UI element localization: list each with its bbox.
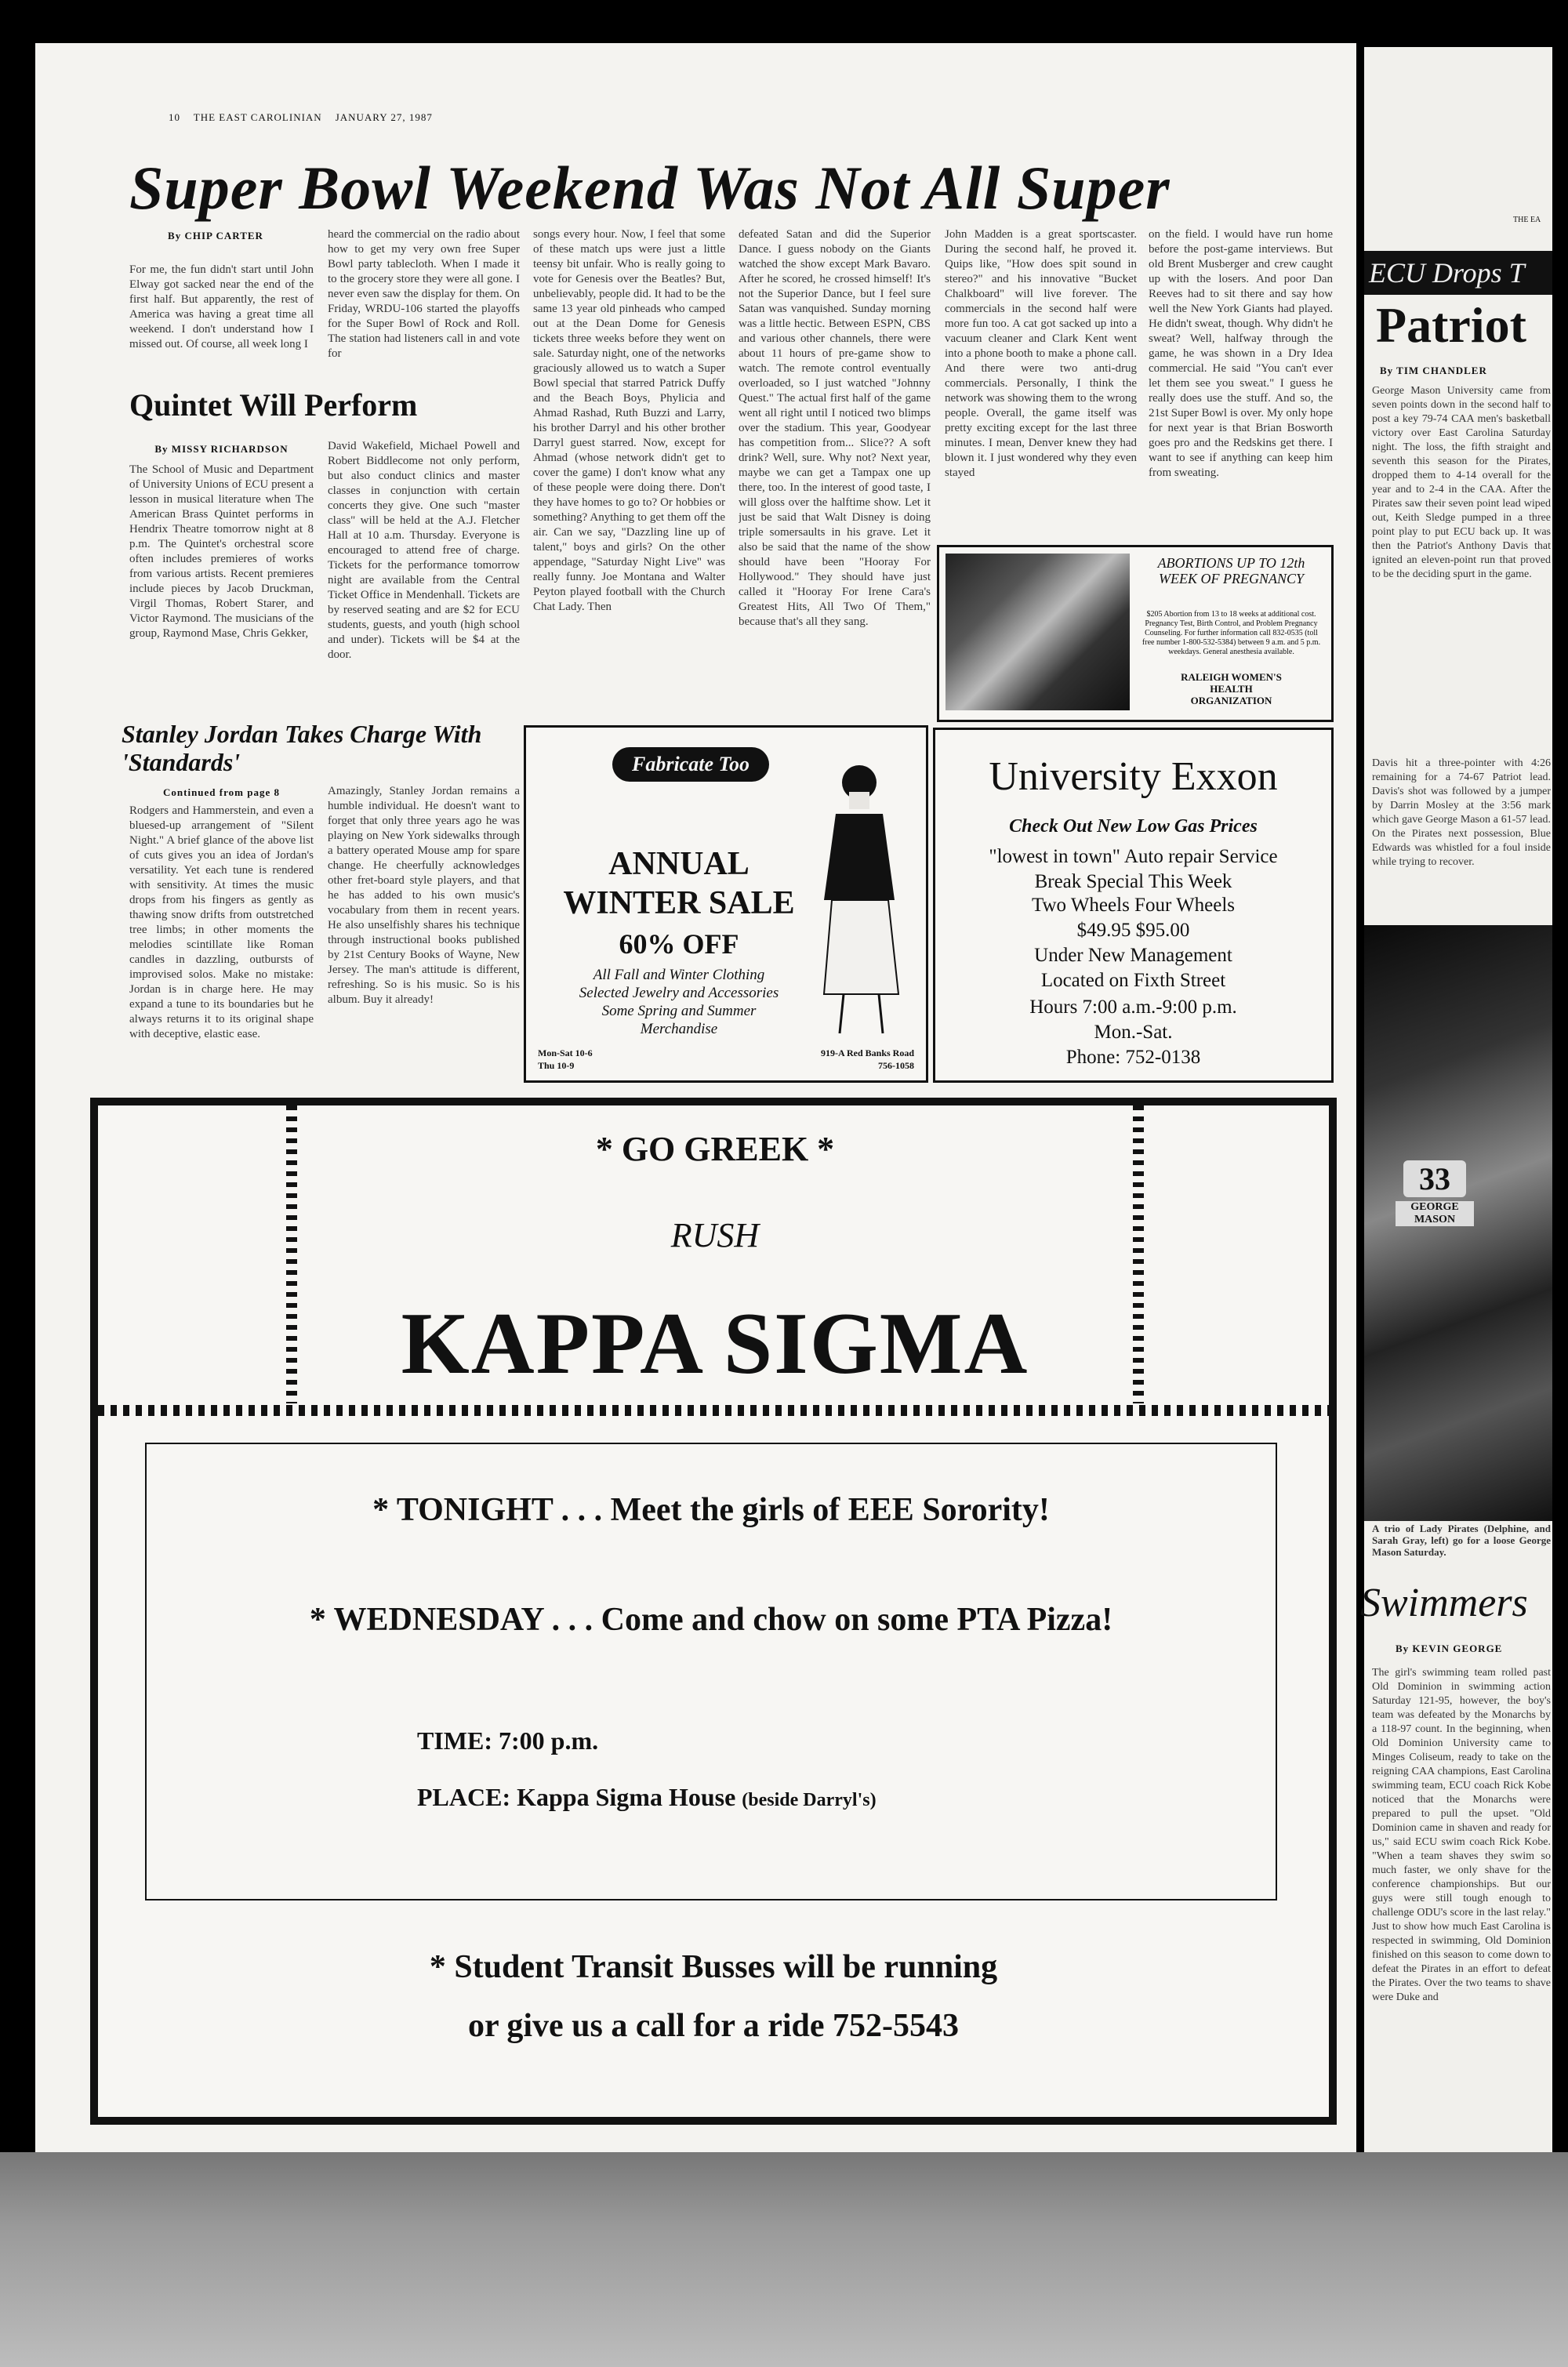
- fabricate-model-illustration: [816, 759, 910, 1041]
- folio-paper: THE EAST CAROLINIAN: [193, 111, 322, 123]
- abortion-ad: [937, 545, 1334, 722]
- kappa-place: [417, 1783, 877, 1812]
- kappa-sigma-ad: [90, 1098, 1337, 2125]
- main-col-4: defeated Satan and did the Superior Dance. I guess nobody on the Giants watched the show except Mark Bavaro. After he scored, he crossed himself! It's not the Superior Dance, but I feel sure Satan was vanquished. Sunday morning was a little hectic. Between ESPN, CBS and various other channels, there were about 11 hours of pre-game show to watch. The remote control eventually overloaded, so I just watched "Johnny Quest." The actual first half of the game went all right until I noticed two blimps over the stadium. This year, Goodyear has competition from... Slice?? A soft drink? Well, sure. Why not? Next year, maybe we can get a Tampax one up there, too. In the interest of good taste, I will gloss over the halftime show. Let it just be said that Walt Disney is doing triple somersaults in his grave. Let it also be said that the name of the show should have been "Hooray For Hollywood." They should have just called it "Hooray For Irene Cara's Greatest Hits, All Two Of Them," because that's all they sang.: [739, 228, 931, 628]
- next-page-jersey-number: 33: [1403, 1160, 1466, 1197]
- kappa-name: KAPPA SIGMA: [401, 1295, 1029, 1392]
- main-headline: Super Bowl Weekend Was Not All Super: [129, 154, 1171, 222]
- exxon-line-7: Hours 7:00 a.m.-9:00 p.m.: [1029, 997, 1237, 1018]
- kappa-transit-1: * Student Transit Busses will be running: [429, 1949, 998, 1985]
- exxon-tagline: Check Out New Low Gas Prices: [1009, 816, 1258, 837]
- kappa-wednesday: * WEDNESDAY . . . Come and chow on some PTA Pizza!: [309, 1602, 1113, 1638]
- quintet-byline: By MISSY RICHARDSON: [154, 443, 289, 455]
- main-col-3: songs every hour. Now, I feel that some of these match ups were just a little teensy bit unfair. Who is really going to vote for Genesis over the Beatles? But, unbelievably, people did. It had to be the same 13 year old pinheads who camped out at the Dean Dome for Genesis tickets three weeks before they went on sale. Saturday night, one of the networks graciously allowed us to watch a Super Bowl special that starred Patrick Duffy and the Beach Boys, Phylicia and Ahmad Rashad, Ruth Buzzi and Larry, his brother Darryl and his other brother Darryl guest starred. Now, except for Ahmad (whose network didn't get to cover the game) I don't know what any of these people were doing there. Don't they have homes to go to? Or hobbies or something? Anything to get them off the air. Can we say, "Dazzling line up of talent," boys and girls? On the other appendage, "Saturday Night Live" was really funny. Joe Montana and Walter Peyton played football with the Church Chat Lady. Then: [533, 228, 725, 613]
- fabricate-headline-1: ANNUAL: [608, 846, 750, 882]
- next-page-text-3: The girl's swimming team rolled past Old Dominion in swimming action Saturday 121-95, however, the boy's team was defeated by the Monarchs by a 118-97 count. In the beginning, when Old Dominion University came to Minges Coliseum, ready to take on the reigning CAA champions, East Carolina swimming team, ECU coach Rick Kobe noticed that the Monarchs were prepared to pull the upset. "Old Dominion came in shaven and ready for us," said ECU swim coach Rick Kobe. "When a team shaves they swim so much faster, we only shave for the conference championships. But our guys were still tough enough to challenge ODU's score in the last relay." Just to show how much East Carolina is respected in swimming, Old Dominion finished on this season to come down to defeat the Pirates in an effort to defeat the Pirates. Over the two teams to shave were Duke and: [1372, 1667, 1551, 2003]
- exxon-line-1: "lowest in town" Auto repair Service: [989, 846, 1278, 867]
- fabricate-discount: 60% OFF: [619, 928, 739, 960]
- fabricate-logo: Fabricate Too: [612, 747, 769, 782]
- next-page-text-1: George Mason University came from seven points down in the second half to post a key 79-74 CAA men's basketball victory over East Carolina Saturday night. The loss, the fifth straight and seventh this season for the Pirates, dropped them to 4-14 overall for the year and to 2-4 in the CAA. After the Pirates saw their seven point lead wiped out, Keith Sledge pumped in a three point play to put ECU back up. It was then the Patriot's Anthony Davis that ignited an eleven-point run that proved to be the deciding spurt in the game.: [1372, 385, 1551, 580]
- kappa-time: TIME: 7:00 p.m.: [417, 1726, 599, 1755]
- folio: [169, 111, 433, 124]
- kappa-tonight: * TONIGHT . . . Meet the girls of EEE Sorority!: [372, 1492, 1050, 1528]
- abortion-ad-org: RALEIGH WOMEN'S HEALTH ORGANIZATION: [1181, 671, 1282, 706]
- fabricate-headline-2: WINTER SALE: [563, 885, 795, 921]
- main-col-5: John Madden is a great sportscaster. During the second half, he proved it. Quips like, "How does spit sound in stereo?" and his innovative "Bucket Chalkboard" will live forever. The commercials in the second half were more fun too. A cat got sacked up into a vacuum cleaner and Clark Kent went into a phone booth to make a phone call. And there were two anti-drug commercials. Personally, I think the network was showing them to the wrong people. Overall, the game itself was pretty exciting except for the last three minutes. I mean, Denver knew they had blown it. I just wondered why they even stayed: [945, 228, 1137, 479]
- exxon-ad: [933, 728, 1334, 1083]
- fabricate-hours-1: Mon-Sat 10-6: [538, 1047, 593, 1058]
- exxon-line-8: Mon.-Sat.: [1094, 1022, 1173, 1043]
- next-page-byline: By TIM CHANDLER: [1380, 365, 1487, 376]
- abortion-ad-body: $205 Abortion from 13 to 18 weeks at additional cost. Pregnancy Test, Birth Control, and Problem Pregnancy Counseling. For further information call 832-0535 (toll free number 1-800-532-5384) between 9 a.m. and 5 p.m. weekdays. General anesthesia available.: [1142, 610, 1321, 656]
- next-page-jersey-team: GEORGE MASON: [1396, 1201, 1474, 1226]
- folio-date: JANUARY 27, 1987: [335, 111, 433, 123]
- next-page-byline-2: By KEVIN GEORGE: [1396, 1643, 1503, 1654]
- next-page-headline-2: Swimmers: [1360, 1581, 1528, 1625]
- exxon-line-6: Located on Fixth Street: [1040, 970, 1226, 991]
- next-page-caption: A trio of Lady Pirates (Delphine, and Sarah Gray, left) go for a loose George Mason Saturday.: [1372, 1523, 1551, 1558]
- kappa-events-box: [145, 1443, 1277, 1900]
- kappa-rush: RUSH: [670, 1216, 760, 1254]
- fabricate-address: 919-A Red Banks Road: [820, 1047, 914, 1058]
- fabricate-line-1: All Fall and Winter Clothing: [593, 967, 765, 983]
- kappa-place-note: (beside Darryl's): [742, 1790, 877, 1810]
- exxon-line-2: Break Special This Week: [1034, 871, 1232, 892]
- exxon-line-5: Under New Management: [1034, 945, 1232, 966]
- quintet-headline: Quintet Will Perform: [129, 387, 418, 423]
- kappa-place-text: PLACE: Kappa Sigma House: [417, 1783, 736, 1811]
- kappa-transit-2: or give us a call for a ride 752-5543: [467, 2008, 960, 2044]
- abortion-ad-title: ABORTIONS UP TO 12th WEEK OF PREGNANCY: [1157, 555, 1305, 586]
- jordan-col-2: Amazingly, Stanley Jordan remains a humble individual. He doesn't want to forget that only three years ago he was playing on New York sidewalks through a battery operated Mouse amp for spare change. He cheerfully acknowledges other fret-board style players, and that he has added to his own music's vocabulary from them in recent years. He also unselfishly shares his technique through instructional books published by 21st Century Books of Wayne, New Jersey. The man's attitude is different, refreshing. So is his music. So is his album. Buy it already!: [328, 785, 520, 1006]
- fabricate-line-2: Selected Jewelry and Accessories: [579, 985, 779, 1001]
- next-page-basketball-photo: [1364, 925, 1552, 1521]
- abortion-ad-photo: [946, 554, 1130, 710]
- main-byline: By CHIP CARTER: [168, 230, 263, 241]
- next-page-strip: THE EA: [1513, 216, 1541, 224]
- exxon-title: University Exxon: [989, 754, 1278, 799]
- main-col-1: For me, the fun didn't start until John Elway got sacked near the end of the first half. But apparently, the rest of America was having a great time all weekend. I don't understand how I missed out. Of course, all week long I: [129, 263, 314, 350]
- next-page-kicker: ECU Drops T: [1364, 251, 1552, 295]
- fabricate-line-3: Some Spring and Summer: [601, 1003, 757, 1019]
- jordan-col-1: Rodgers and Hammerstein, and even a bluesed-up arrangement of "Silent Night." A brief glance of the above list of cuts gives you an idea of Jordan's versatility. Yet each tune is rendered with sensitivity. At times the music drops from his fingers as gently as thawing snow drifts from outstretched tree limbs; in other moments the melodies scintillate like Roman candles in dazzling, outbursts of improvised solos. Make no mistake: Jordan is in charge here. He may expand a tune to its boundaries but he always returns it to its original shape with deceptive, elastic ease.: [129, 804, 314, 1040]
- jordan-continued: Continued from page 8: [163, 786, 280, 798]
- jordan-headline: Stanley Jordan Takes Charge With 'Standards': [122, 720, 482, 776]
- fabricate-hours-2: Thu 10-9: [538, 1060, 575, 1071]
- next-page-headline: Patriot: [1376, 297, 1526, 353]
- kappa-go-greek: * GO GREEK *: [595, 1130, 835, 1168]
- next-page-text-2: Davis hit a three-pointer with 4:26 remaining for a 74-67 Patriot lead. Davis's shot was followed by a jumper by Darrin Mosley at the 3:56 mark which gave George Mason a 61-57 lead. On the Pirates next possession, Blue Edwards was whistled for a foul inside while trying to recover.: [1372, 757, 1551, 868]
- main-col-6: on the field. I would have run home before the post-game interviews. But old Brent Musberger and crew caught up with the losers. And poor Dan Reeves had to sit there and say how well the New York Giants had played. He didn't sweat, though. Why didn't he sweat? Well, halfway through the game, he was shown in a Dry Idea commercial. He said "You can't ever let them see you sweat." I guess he really does use the stuff. And so, the 21st Super Bowl is over. My only hope for next year is that Brian Bosworth goes pro and the Redskins get there. I want to see if anything can keep him from sweating.: [1149, 228, 1333, 479]
- kappa-border-bottom: [98, 1405, 1329, 1416]
- exxon-line-3: Two Wheels Four Wheels: [1031, 895, 1236, 916]
- quintet-col-1: The School of Music and Department of University Unions of ECU present a lesson in musical literature when The American Brass Quintet performs in Hendrix Theatre tomorrow night at 8 p.m. The Quintet's orchestral score often includes premieres of works from various artists. Recent premieres include pieces by Jacob Druckman, Virgil Thomas, Robert Starer, and Victor Raymond. The musicians of the group, Raymond Mase, Chris Gekker,: [129, 463, 314, 640]
- scan-bottom-margin: [0, 2152, 1568, 2367]
- fabricate-ad: [524, 725, 928, 1083]
- fabricate-line-4: Merchandise: [640, 1021, 718, 1037]
- fabricate-phone: 756-1058: [878, 1060, 914, 1071]
- folio-page: 10: [169, 111, 180, 123]
- quintet-col-2: David Wakefield, Michael Powell and Robert Biddlecome not only perform, but also conduct clinics and master classes in conjunction with certain concerts they give. One such "master class" will be held at the A.J. Fletcher Hall at 10 a.m. Thursday. Everyone is encouraged to attend free of charge. Tickets for the performance tomorrow night are available from the Central Ticket Office in Mendenhall. Tickets are by reserved seating and are $2 for ECU students, guests, and youth (high school and under). Tickets will be $4 at the door.: [328, 440, 520, 661]
- main-col-2: heard the commercial on the radio about how to get my very own free Super Bowl party tablecloth. When I made it to the grocery store they were all gone. I never even saw the display for them. On Friday, WRDU-106 started the playoffs for the Super Bowl of Rock and Roll. The station had listeners call in and vote for: [328, 228, 520, 360]
- exxon-line-9: Phone: 752-0138: [1065, 1047, 1201, 1068]
- exxon-line-4: $49.95 $95.00: [1076, 920, 1190, 941]
